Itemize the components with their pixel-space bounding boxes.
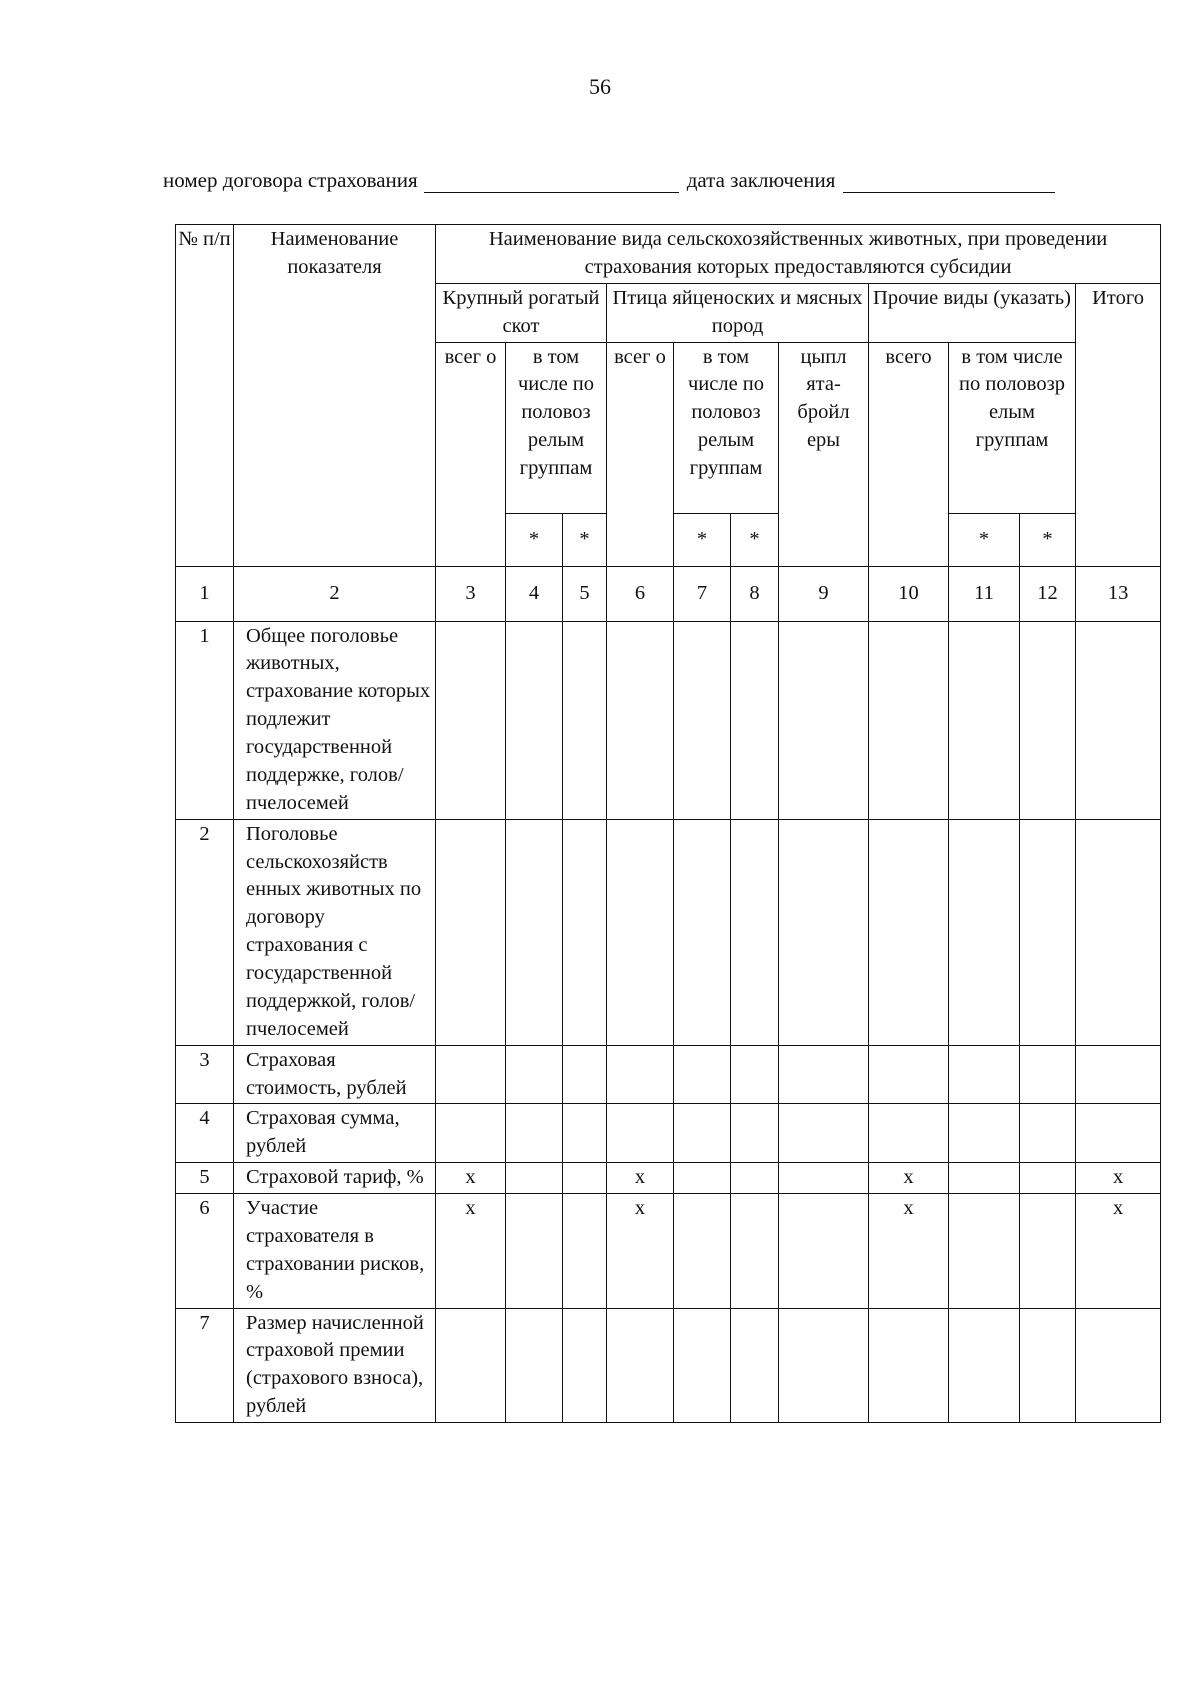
data-cell[interactable]: x	[869, 1163, 949, 1194]
column-numbers-row	[176, 566, 1161, 621]
data-cell[interactable]	[607, 819, 674, 1045]
data-cell[interactable]	[506, 1045, 563, 1104]
data-cell[interactable]	[563, 621, 607, 819]
data-cell[interactable]	[949, 1104, 1020, 1163]
data-cell[interactable]	[607, 1104, 674, 1163]
header-poultry: Птица яйценоских и мясных пород	[607, 283, 869, 342]
row-number: 4	[176, 1104, 234, 1163]
page-number: 56	[589, 74, 611, 99]
data-cell[interactable]: x	[607, 1194, 674, 1309]
data-cell[interactable]	[1020, 621, 1076, 819]
data-cell[interactable]	[869, 621, 949, 819]
data-cell[interactable]	[436, 1045, 506, 1104]
row-name: Страховой тариф, %	[234, 1163, 436, 1194]
data-cell[interactable]	[1020, 819, 1076, 1045]
data-cell[interactable]	[1020, 1194, 1076, 1309]
data-cell[interactable]	[949, 819, 1020, 1045]
data-cell[interactable]: x	[436, 1163, 506, 1194]
data-cell[interactable]	[779, 1308, 869, 1423]
data-cell[interactable]: x	[1076, 1163, 1161, 1194]
data-cell[interactable]	[674, 1194, 731, 1309]
data-cell[interactable]	[436, 1308, 506, 1423]
header-cattle-total: всег о	[436, 342, 506, 566]
data-cell[interactable]	[949, 1308, 1020, 1423]
data-cell[interactable]	[506, 1104, 563, 1163]
header-other-incl: в том числе по половозр елым группам	[949, 342, 1076, 513]
data-cell[interactable]	[731, 819, 779, 1045]
data-cell[interactable]	[563, 1163, 607, 1194]
data-cell[interactable]	[674, 819, 731, 1045]
data-cell[interactable]	[506, 819, 563, 1045]
column-number: 13	[1076, 566, 1161, 621]
header-row-1	[176, 225, 1161, 284]
data-cell[interactable]	[949, 621, 1020, 819]
column-number: 3	[436, 566, 506, 621]
data-cell[interactable]	[436, 819, 506, 1045]
contract-date-label: дата заключения	[686, 168, 836, 192]
column-number: 8	[731, 566, 779, 621]
header-broilers: цыпл ята-бройл еры	[779, 342, 869, 566]
data-cell[interactable]	[436, 1104, 506, 1163]
star-cell: *	[1020, 513, 1076, 566]
data-cell[interactable]	[731, 1045, 779, 1104]
data-cell[interactable]	[869, 1045, 949, 1104]
data-cell[interactable]	[674, 1163, 731, 1194]
data-cell[interactable]	[563, 819, 607, 1045]
data-cell[interactable]	[1020, 1045, 1076, 1104]
data-cell[interactable]	[674, 1308, 731, 1423]
data-cell[interactable]	[779, 1045, 869, 1104]
contract-line	[163, 168, 1055, 193]
data-cell[interactable]	[731, 1194, 779, 1309]
data-cell[interactable]	[779, 621, 869, 819]
header-no: № п/п	[176, 225, 234, 567]
data-cell[interactable]	[607, 1308, 674, 1423]
row-number: 1	[176, 621, 234, 819]
data-cell[interactable]	[1076, 1308, 1161, 1423]
data-cell[interactable]	[869, 1104, 949, 1163]
data-cell[interactable]	[869, 1308, 949, 1423]
data-cell[interactable]	[563, 1194, 607, 1309]
contract-number-label: номер договора страхования	[163, 168, 418, 192]
data-cell[interactable]	[869, 819, 949, 1045]
insurance-form-table	[175, 224, 1161, 1423]
header-other: Прочие виды (указать)	[869, 283, 1076, 342]
header-indicator: Наименование показателя	[234, 225, 436, 567]
header-cattle-incl: в том числе по половоз релым группам	[506, 342, 607, 513]
data-cell[interactable]: x	[436, 1194, 506, 1309]
data-cell[interactable]	[607, 1045, 674, 1104]
data-cell[interactable]	[1076, 1045, 1161, 1104]
column-number: 5	[563, 566, 607, 621]
data-cell[interactable]	[949, 1163, 1020, 1194]
data-cell[interactable]	[779, 1194, 869, 1309]
contract-date-field[interactable]	[843, 172, 1055, 193]
data-cell[interactable]	[674, 1104, 731, 1163]
table-row	[176, 1163, 1161, 1194]
data-cell[interactable]	[674, 1045, 731, 1104]
data-cell[interactable]	[1020, 1163, 1076, 1194]
data-cell[interactable]	[1076, 1104, 1161, 1163]
row-name: Поголовье сельскохозяйств енных животных по договору страхования с государственной поддержкой, голов/пчелосемей	[234, 819, 436, 1045]
table-row	[176, 1194, 1161, 1309]
data-cell[interactable]	[731, 1104, 779, 1163]
contract-number-field[interactable]	[424, 172, 679, 193]
column-number: 4	[506, 566, 563, 621]
star-cell: *	[949, 513, 1020, 566]
data-cell[interactable]	[1020, 1104, 1076, 1163]
row-name: Страховая стоимость, рублей	[234, 1045, 436, 1104]
data-cell[interactable]: x	[1076, 1194, 1161, 1309]
data-cell[interactable]	[949, 1045, 1020, 1104]
table-row	[176, 1308, 1161, 1423]
data-cell[interactable]	[779, 1104, 869, 1163]
star-cell: *	[563, 513, 607, 566]
data-cell[interactable]	[506, 1163, 563, 1194]
table-row	[176, 1045, 1161, 1104]
data-cell[interactable]	[731, 1163, 779, 1194]
data-cell[interactable]	[563, 1045, 607, 1104]
row-number: 6	[176, 1194, 234, 1309]
row-name: Общее поголовье животных, страхование которых подлежит государственной поддержке, голов/пчелосемей	[234, 621, 436, 819]
data-cell[interactable]: x	[607, 1163, 674, 1194]
column-number: 9	[779, 566, 869, 621]
data-cell[interactable]	[506, 1194, 563, 1309]
header-animals-group: Наименование вида сельскохозяйственных животных, при проведении страхования которых предоставляются субсидии	[436, 225, 1161, 284]
data-cell[interactable]	[949, 1194, 1020, 1309]
data-cell[interactable]	[563, 1308, 607, 1423]
data-cell[interactable]	[563, 1104, 607, 1163]
row-name: Страховая сумма, рублей	[234, 1104, 436, 1163]
row-number: 5	[176, 1163, 234, 1194]
data-cell[interactable]: x	[869, 1194, 949, 1309]
row-number: 7	[176, 1308, 234, 1423]
column-number: 7	[674, 566, 731, 621]
table-row	[176, 621, 1161, 819]
column-number: 1	[176, 566, 234, 621]
header-poultry-total: всег о	[607, 342, 674, 566]
data-cell[interactable]	[674, 621, 731, 819]
header-other-total: всего	[869, 342, 949, 566]
star-cell: *	[674, 513, 731, 566]
data-cell[interactable]	[1076, 819, 1161, 1045]
table-row	[176, 819, 1161, 1045]
row-name: Участие страхователя в страховании рисков, %	[234, 1194, 436, 1309]
table-row	[176, 1104, 1161, 1163]
data-cell[interactable]	[607, 621, 674, 819]
data-cell[interactable]	[1076, 621, 1161, 819]
data-cell[interactable]	[779, 819, 869, 1045]
data-cell[interactable]	[506, 621, 563, 819]
data-cell[interactable]	[731, 1308, 779, 1423]
data-cell[interactable]	[1020, 1308, 1076, 1423]
data-cell[interactable]	[779, 1163, 869, 1194]
star-cell: *	[506, 513, 563, 566]
column-number: 6	[607, 566, 674, 621]
column-number: 2	[234, 566, 436, 621]
row-number: 2	[176, 819, 234, 1045]
row-number: 3	[176, 1045, 234, 1104]
data-cell[interactable]	[506, 1308, 563, 1423]
data-cell[interactable]	[731, 621, 779, 819]
column-number: 12	[1020, 566, 1076, 621]
header-total: Итого	[1076, 283, 1161, 566]
column-number: 10	[869, 566, 949, 621]
star-cell: *	[731, 513, 779, 566]
column-number: 11	[949, 566, 1020, 621]
data-cell[interactable]	[436, 621, 506, 819]
header-cattle: Крупный рогатый скот	[436, 283, 607, 342]
header-poultry-incl: в том числе по половоз релым группам	[674, 342, 779, 513]
row-name: Размер начисленной страховой премии (страхового взноса), рублей	[234, 1308, 436, 1423]
